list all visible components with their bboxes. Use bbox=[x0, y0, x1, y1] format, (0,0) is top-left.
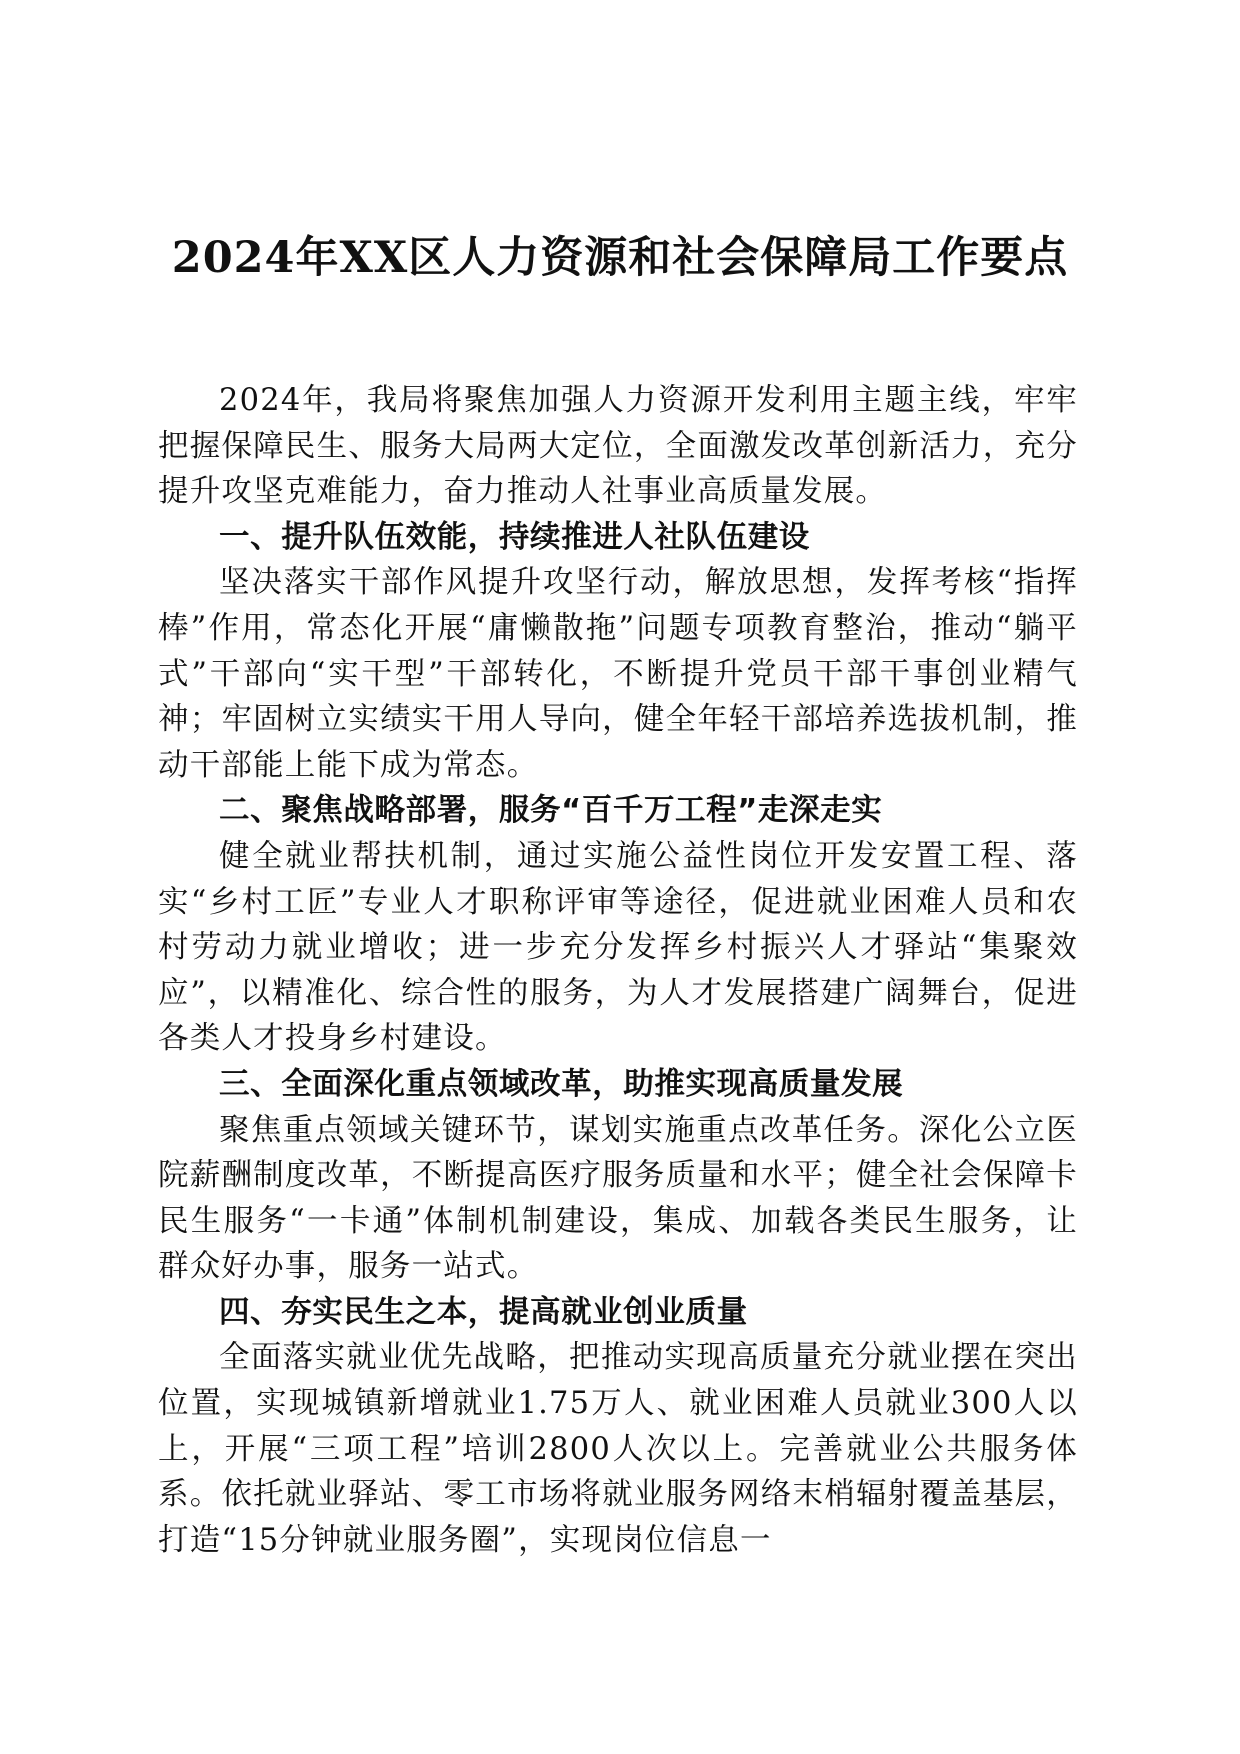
section-4-heading: 四、夯实民生之本，提高就业创业质量 bbox=[219, 1294, 748, 1330]
section-3-paragraph: 聚焦重点领域关键环节，谋划实施重点改革任务。深化公立医院薪酬制度改革，不断提高医疗服务质量和水平；健全社会保障卡民生服务“一卡通”体制机制建设，集成、加载各类民生服务，让群众好办事，服务一站式。 bbox=[158, 1112, 1078, 1285]
section-2-heading: 二、聚焦战略部署，服务“百千万工程”走深走实 bbox=[219, 793, 883, 829]
section-1-heading: 一、提升队伍效能，持续推进人社队伍建设 bbox=[219, 519, 810, 555]
section-2-paragraph: 健全就业帮扶机制，通过实施公益性岗位开发安置工程、落实“乡村工匠”专业人才职称评审等途径，促进就业困难人员和农村劳动力就业增收；进一步充分发挥乡村振兴人才驿站“集聚效应”，以精准化、综合性的服务，为人才发展搭建广阔舞台，促进各类人才投身乡村建设。 bbox=[158, 838, 1078, 1057]
section-4-paragraph: 全面落实就业优先战略，把推动实现高质量充分就业摆在突出位置，实现城镇新增就业1.75万人、就业困难人员就业300人以上，开展“三项工程”培训2800人次以上。完善就业公共服务体系。依托就业驿站、零工市场将就业服务网络末梢辐射覆盖基层，打造“15分钟就业服务圈”，实现岗位信息一 bbox=[158, 1340, 1078, 1558]
document-title: 2024年XX区人力资源和社会保障局工作要点 bbox=[171, 233, 1069, 283]
section-3-heading: 三、全面深化重点领域改革，助推实现高质量发展 bbox=[219, 1066, 904, 1102]
intro-paragraph: 2024年，我局将聚焦加强人力资源开发利用主题主线，牢牢把握保障民生、服务大局两大定位，全面激发改革创新活力，充分提升攻坚克难能力，奋力推动人社事业高质量发展。 bbox=[158, 383, 1078, 510]
section-1-paragraph: 坚决落实干部作风提升攻坚行动，解放思想，发挥考核“指挥棒”作用，常态化开展“庸懒散拖”问题专项教育整治，推动“躺平式”干部向“实干型”干部转化，不断提升党员干部干事创业精气神；牢固树立实绩实干用人导向，健全年轻干部培养选拔机制，推动干部能上能下成为常态。 bbox=[158, 565, 1078, 783]
document-body bbox=[158, 378, 1078, 1563]
